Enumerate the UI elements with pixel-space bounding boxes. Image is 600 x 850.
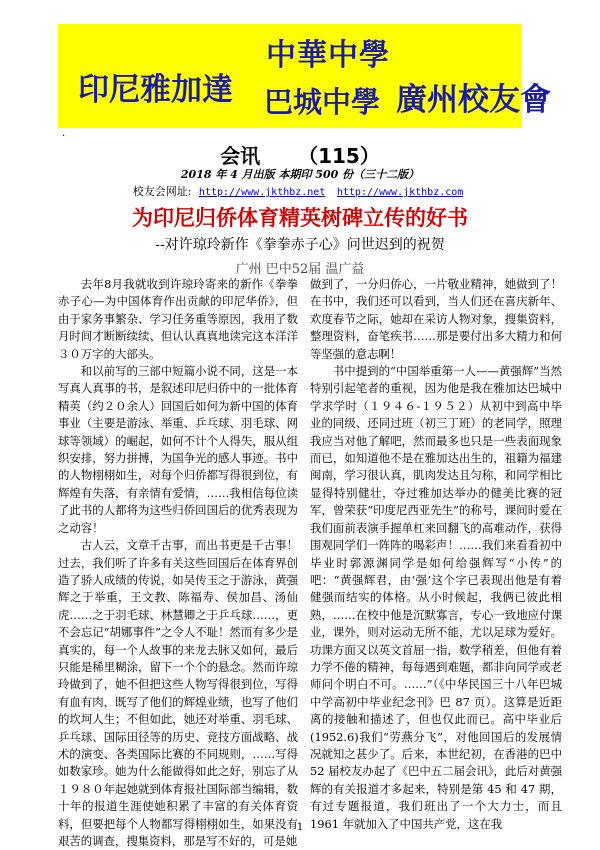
website-label: 校友会网址: xyxy=(132,185,192,198)
website-link-com[interactable]: http://www.jkthbz.com xyxy=(336,187,464,198)
issue-number: （115） xyxy=(298,144,380,168)
website-link-net[interactable]: http://www.jkthbz.net xyxy=(198,187,326,198)
article-author: 广州 巴中52届 温广益 xyxy=(235,262,365,277)
article-subtitle: --对许琼玲新作《拳拳赤子心》问世迟到的祝贺 xyxy=(155,237,445,253)
website-line xyxy=(0,183,600,199)
article-headline: 为印尼归侨体育精英树碑立传的好书 xyxy=(132,206,468,230)
paragraph: 去年8月我就收到许琼玲寄来的新作《拳拳赤子心—为中国体育作出贡献的印尼华侨》，但由于家务事繁杂、学习任务重等原因，我用了数月时间才断断续续、但认认真真地读完这本洋洋３０万字的大部头。 xyxy=(58,277,298,361)
paragraph: 和以前写的三部中短篇小说不同，这是一本写真人真事的书，是叙述印尼归侨中的一批体育精英（约２０余人）回国后如何为新中国的体育事业（主要是游泳、举重、乒乓球、羽毛球、网球等领域）的崛起，如何不计个人得失，服从组织安排，努力拼搏，为国争光的感人事迹。书中的人物栩栩如生，对每个归侨都写得很到位，有辉煌有失落，有亲情有爱情，……我相信每位读了此书的人都将为这些归侨回国后的优秀表现为之动容！ xyxy=(58,364,298,535)
publication-line: 2018 年 4 月出版 本期印 500 份（三十二版） xyxy=(180,168,420,181)
masthead-org-top: 中華中學 xyxy=(266,38,390,73)
paragraph: 古人云，文章千古事，而出书更是千古事！过去，我们听了许多有关这些回国后在体育界创造了骄人成绩的传说，如吴传玉之于游泳，黄强辉之于举重，王文教、陈福寿、侯加昌、汤仙虎……之于羽毛球、林慧卿之于乒乓球……，更不会忘记“胡娜事件”之令人不耻！然而有多少是真实的，每一个人故事的来龙去脉又如何，最后只能是稀里糊涂，留下一个个的悬念。然而许琼玲做到了，她不但把这些人物写得很到位，写得有血有肉，既写了他们的辉煌业绩，也写了他们的坎坷人生；不但如此，她还对举重、羽毛球、乒乓球、国际田径等的历史、竞技方面战略、战术的演变、各类国际比赛的不同规则，……写得如数家珍。她为什么能做得如此之好，别忘了从１９８０年起她就到体育报社国际部当编辑，数十年的报道生涯使她积累了丰富的有关体育资料，但要把每个人物都写得栩栩如生，如果没有艰苦的调查，搜集资料，那是写不好的，可是她 xyxy=(58,538,298,848)
masthead-org-left: 印尼雅加達 xyxy=(78,72,233,108)
masthead-org-right: 廣州校友會 xyxy=(396,82,551,118)
decorative-dot: . xyxy=(62,128,66,139)
masthead-banner xyxy=(58,24,551,128)
masthead-org-mid: 巴城中學 xyxy=(264,85,381,119)
article-column-right xyxy=(310,276,562,833)
paragraph: 书中提到的“中国举重第一人——黄强辉”当然特别引起笔者的重视，因为他是我在雅加达巴城中学求学时（１９４６-１９５２）从初中到高中毕业的同级、还同过班（初三丁班）的老同学，照理我应当对他了解吧，然而最多也只是一些表面现象而已，如知道他不是在雅加达出生的，祖籍为福建闽南，学习很认真，肌肉发达且匀称，和同学相比显得特别健壮，夺过雅加达举办的健美比赛的冠军，曾荣获“印度尼西亚先生”的称号，课间时爱在我们面前表演手握单杠来回翻飞的高难动作，获得围观同学们一阵阵的喝彩声！……我们来看看初中毕业时郭源渊同学是如何给强辉写“小传”的吧：“黄强辉君，由‘强’这个字已表现出他是有着健强而结实的体格。从小时候起，我俩已彼此相熟，……在校中他是沉默寡言，专心一致地应付课业，课外，则对运动无所不能，尤以足球为爱好。功课方面又以英文首屈一指，数学稍差，但他有着力学不倦的精神，每每遇到难题，都非向同学或老师问个明白不可。……”（《中华民国三十八年巴城中学高初中毕业纪念刊》巴 87 页）。这算是近距离的接触和描述了，但也仅此而已。高中毕业后(1952.6)我们“劳燕分飞”，对他回国后的发展情况就知之甚少了。后来，本世纪初，在香港的巴中 52 届校友办起了《巴中五二届会讯》，此后对黄强辉的有关报道才多起来，特别是第 45 和 47 期，有过专题报道，我们班出了一个大力士，而且 1961 年就加入了中国共产党，这在我 xyxy=(310,364,562,831)
issue-label: 会讯 xyxy=(220,144,261,168)
issue-title xyxy=(0,140,600,169)
article-column-left xyxy=(58,276,298,850)
page-number: 1 xyxy=(296,822,304,833)
paragraph: 做到了，一分归侨心，一片敬业精神，她做到了！在书中，我们还可以看到，当人们还在喜庆新年、欢度春节之际，她却在采访人物对象，搜集资料，整理资料，奋笔疾书……那是要付出多大精力和何等坚强的意志啊！ xyxy=(310,277,562,361)
